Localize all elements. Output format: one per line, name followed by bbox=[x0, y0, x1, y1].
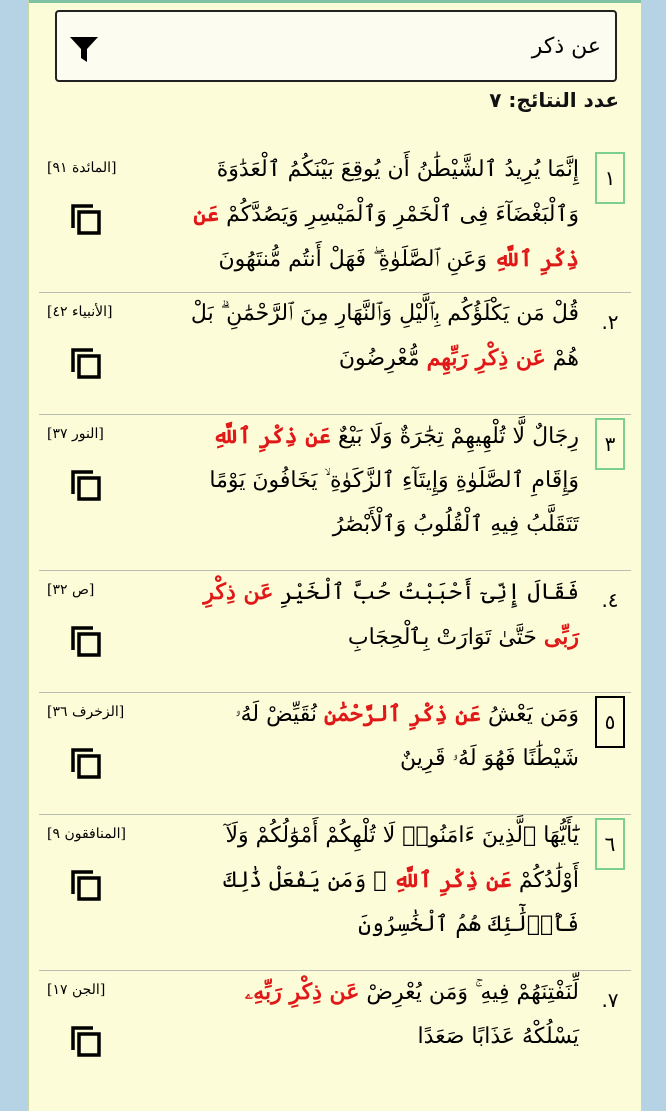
verse-text bbox=[189, 148, 579, 282]
verse-segment: نُقَيِّضْ لَهُۥ شَيْطَٰنًا فَهُوَ لَهُۥ قَرِينٌ bbox=[235, 702, 579, 771]
verse-text bbox=[189, 814, 579, 947]
result-number[interactable]: ٤. bbox=[601, 588, 619, 612]
copy-button[interactable] bbox=[69, 346, 103, 380]
surah-reference[interactable]: [المائدة ٩١] bbox=[47, 160, 117, 176]
surah-reference[interactable]: [ص ٣٢] bbox=[47, 582, 95, 598]
copy-button[interactable] bbox=[69, 868, 103, 902]
surah-reference[interactable]: [النور ٣٧] bbox=[47, 426, 104, 442]
verse-segment: رِجَالٌ لَّا تُلْهِيهِمْ تِجَٰرَةٌ وَلَا بَيْعٌ bbox=[330, 424, 579, 449]
copy-icon bbox=[69, 202, 103, 236]
highlighted-match: عَن ذِكْرِ ٱللَّهِ bbox=[393, 867, 512, 893]
verse-segment: مُّعْرِضُونَ bbox=[338, 346, 427, 371]
copy-icon bbox=[69, 468, 103, 502]
result-number[interactable]: ٥ bbox=[595, 696, 625, 748]
copy-button[interactable] bbox=[69, 746, 103, 780]
verse-segment: وَإِقَامِ ٱلصَّلَوٰةِ وَإِيتَآءِ ٱلزَّكَوٰةِ ۙ يَخَافُونَ يَوْمًا تَتَقَلَّبُ فِيهِ ٱلْقُلُوبُ وَٱلْأَبْصَٰرُ bbox=[209, 468, 579, 537]
verse-segment: إِنَّمَا يُرِيدُ ٱلشَّيْطَٰنُ أَن يُوقِعَ بَيْنَكُمُ ٱلْعَدَٰوَةَ وَٱلْبَغْضَآءَ فِى ٱلْخَمْرِ وَٱلْمَيْسِرِ وَيَصُدَّكُمْ bbox=[216, 157, 579, 227]
surah-reference[interactable]: [الأنبياء ٤٢] bbox=[47, 304, 113, 320]
top-accent-line bbox=[29, 0, 641, 3]
result-number[interactable]: ٦ bbox=[595, 818, 625, 870]
result-item bbox=[29, 972, 643, 1088]
verse-segment: وَعَنِ ٱلصَّلَوٰةِ ۖ فَهَلْ أَنتُم مُّنتَهُونَ bbox=[218, 247, 494, 272]
filter-button[interactable] bbox=[67, 32, 101, 66]
verse-segment: يَٰٓأَيُّهَا ٱلَّذِينَ ءَامَنُوا۟ لَا تُلْهِكُمْ أَمْوَٰلُكُمْ وَلَآ أَوْلَٰدُكُمْ bbox=[225, 823, 579, 893]
verse-text bbox=[189, 292, 579, 381]
verse-text bbox=[189, 414, 579, 547]
verse-segment: وَمَن يَعْشُ bbox=[481, 702, 579, 727]
surah-reference[interactable]: [الجن ١٧] bbox=[47, 982, 106, 998]
copy-icon bbox=[69, 746, 103, 780]
copy-button[interactable] bbox=[69, 468, 103, 502]
copy-button[interactable] bbox=[69, 202, 103, 236]
verse-text bbox=[189, 570, 579, 660]
search-input[interactable] bbox=[131, 30, 601, 62]
copy-button[interactable] bbox=[69, 624, 103, 658]
result-item bbox=[29, 294, 643, 410]
highlighted-match: عَن ذِكْرِ ٱللَّهِ bbox=[193, 201, 579, 272]
verse-text bbox=[189, 692, 579, 781]
copy-button[interactable] bbox=[69, 1024, 103, 1058]
surah-reference[interactable]: [المنافقون ٩] bbox=[47, 826, 126, 842]
result-item bbox=[29, 572, 643, 688]
verse-text bbox=[189, 970, 579, 1059]
highlighted-match: عَن ذِكْرِ رَبِّهِم bbox=[426, 345, 546, 371]
result-number[interactable]: ٧. bbox=[601, 988, 619, 1012]
results-panel bbox=[28, 0, 642, 1111]
highlighted-match: عَن ذِكْرِ ٱللَّهِ bbox=[212, 423, 331, 449]
results-count: عدد النتائج: ٧ bbox=[489, 88, 619, 112]
search-box[interactable] bbox=[55, 10, 617, 82]
verse-segment: فَقَالَ إِنِّىٓ أَحْبَبْتُ حُبَّ ٱلْخَيْرِ bbox=[273, 580, 579, 605]
copy-icon bbox=[69, 1024, 103, 1058]
copy-icon bbox=[69, 868, 103, 902]
verse-segment: لِّنَفْتِنَهُمْ فِيهِ ۚ وَمَن يُعْرِضْ bbox=[359, 980, 579, 1005]
filter-icon bbox=[67, 32, 101, 66]
result-item bbox=[29, 816, 643, 966]
surah-reference[interactable]: [الزخرف ٣٦] bbox=[47, 704, 125, 720]
result-item bbox=[29, 694, 643, 810]
copy-icon bbox=[69, 624, 103, 658]
result-item bbox=[29, 416, 643, 566]
highlighted-match: عَن ذِكْرِ رَبِّهِۦ bbox=[244, 979, 360, 1005]
result-number[interactable]: ١ bbox=[595, 152, 625, 204]
verse-segment: ۚ وَمَن يَفْعَلْ ذَٰلِكَ فَأُو۟لَٰٓئِكَ هُمُ ٱلْخَٰسِرُونَ bbox=[223, 868, 579, 937]
result-number[interactable]: ٢. bbox=[601, 310, 619, 334]
result-number[interactable]: ٣ bbox=[595, 418, 625, 470]
result-item bbox=[29, 150, 643, 290]
verse-segment: حَتَّىٰ تَوَارَتْ بِٱلْحِجَابِ bbox=[347, 625, 544, 650]
highlighted-match: عَن ذِكْرِ رَبِّى bbox=[203, 579, 579, 650]
highlighted-match: عَن ذِكْرِ ٱلرَّحْمَٰنِ bbox=[323, 701, 482, 727]
verse-segment: يَسْلُكْهُ عَذَابًا صَعَدًا bbox=[417, 1024, 579, 1049]
copy-icon bbox=[69, 346, 103, 380]
verse-segment: قُلْ مَن يَكْلَؤُكُم بِٱلَّيْلِ وَٱلنَّهَارِ مِنَ ٱلرَّحْمَٰنِ ۗ بَلْ هُمْ bbox=[190, 301, 579, 371]
